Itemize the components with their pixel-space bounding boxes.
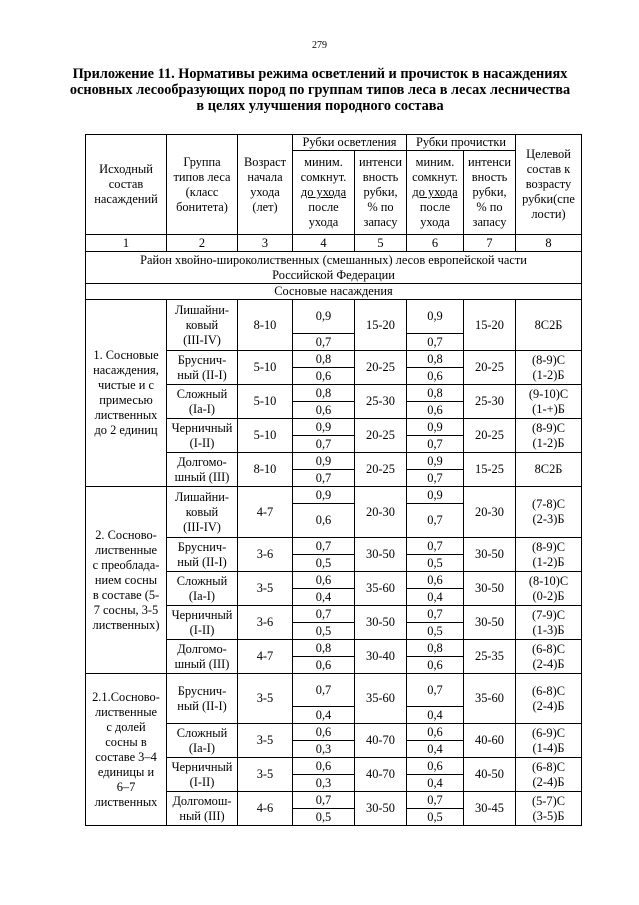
osv-density-after: 0,7 — [293, 470, 355, 487]
forest-type — [167, 453, 238, 487]
group-label-line: нием сосны — [94, 572, 158, 587]
group-label-line: лиственных) — [92, 617, 160, 632]
osv-intensity: 20-25 — [355, 453, 407, 487]
forest-type-line: ковый — [185, 317, 219, 332]
pr-density-after: 0,5 — [407, 809, 464, 826]
pr-intensity: 35-60 — [464, 674, 516, 724]
target-composition-line: (1-2)Б — [532, 554, 565, 569]
header-intensity-line: интенси — [468, 155, 511, 169]
target-composition-line: (2-4)Б — [532, 698, 565, 713]
header-prochistki: Рубки прочистки — [407, 135, 516, 151]
forest-type-line: ный (II-I) — [177, 554, 227, 569]
pr-density-after: 0,4 — [407, 775, 464, 792]
osv-density-before: 0,9 — [293, 453, 355, 470]
pr-density-before: 0,7 — [407, 538, 464, 555]
header-target — [516, 135, 582, 235]
target-composition — [516, 300, 582, 351]
osv-intensity: 40-70 — [355, 724, 407, 758]
pr-intensity: 30-50 — [464, 606, 516, 640]
osv-density-before: 0,7 — [293, 674, 355, 707]
osv-density-before: 0,6 — [293, 758, 355, 775]
group-label-line: сосны в — [105, 734, 147, 749]
start-age: 4-7 — [238, 487, 293, 538]
group-label-line: единицы и — [97, 764, 155, 779]
start-age: 3-5 — [238, 572, 293, 606]
start-age: 4-6 — [238, 792, 293, 826]
forest-type — [167, 640, 238, 674]
osv-density-after: 0,6 — [293, 504, 355, 538]
header-min-density — [407, 151, 464, 235]
header-start-age-line: (лет) — [252, 199, 278, 214]
header-min-density-line: сомкнут. — [300, 170, 347, 184]
forest-type-line: Сложный — [176, 573, 228, 588]
header-intensity-line: % по — [367, 200, 394, 214]
forest-type-line: Черничный — [171, 759, 233, 774]
osv-density-after: 0,7 — [293, 436, 355, 453]
target-composition-line: (7-9)С — [531, 607, 566, 622]
pr-density-after: 0,7 — [407, 436, 464, 453]
header-initial-composition — [86, 135, 167, 235]
pr-density-before: 0,8 — [407, 351, 464, 368]
header-target-line: возрасту — [525, 177, 572, 191]
forest-type — [167, 572, 238, 606]
pr-density-before: 0,7 — [407, 674, 464, 707]
group-label-line: с долей — [106, 719, 146, 734]
osv-intensity: 35-60 — [355, 674, 407, 724]
page-title — [60, 66, 580, 114]
column-number: 6 — [407, 235, 464, 252]
header-min-density — [293, 151, 355, 235]
pr-density-after: 0,7 — [407, 470, 464, 487]
header-intensity-line: запасу — [363, 215, 398, 229]
header-intensity-line: интенси — [359, 155, 402, 169]
region-heading — [86, 252, 582, 284]
forest-type-line: ный (II-I) — [177, 367, 227, 382]
forest-type-line: Лишайни- — [174, 302, 230, 317]
target-composition-line: (1-+)Б — [532, 401, 565, 416]
column-number: 4 — [293, 235, 355, 252]
pr-intensity: 15-25 — [464, 453, 516, 487]
osv-density-after: 0,6 — [293, 368, 355, 385]
header-intensity — [464, 151, 516, 235]
osv-intensity: 30-50 — [355, 792, 407, 826]
osv-density-after: 0,4 — [293, 589, 355, 606]
osv-density-after: 0,5 — [293, 555, 355, 572]
forest-type-line: Бруснич- — [177, 539, 227, 554]
header-min-density-line: ухода — [420, 215, 450, 229]
page-number: 279 — [312, 40, 327, 51]
title-line-3: в целях улучшения породного состава — [196, 98, 444, 114]
region-heading-line: Район хвойно-широколиственных (смешанных) лесов европейской части — [140, 252, 527, 267]
start-age: 5-10 — [238, 385, 293, 419]
target-composition — [516, 487, 582, 538]
osv-density-after: 0,3 — [293, 775, 355, 792]
forest-type — [167, 792, 238, 826]
pr-intensity: 25-30 — [464, 385, 516, 419]
header-min-density-line: миним. — [304, 155, 343, 169]
pr-intensity: 15-20 — [464, 300, 516, 351]
osv-intensity: 40-70 — [355, 758, 407, 792]
forest-type-line: ный (III) — [179, 808, 225, 823]
forest-type-line: Черничный — [171, 420, 233, 435]
group-label-line: составе 3–4 — [95, 749, 157, 764]
forest-type-line: Долгомош- — [172, 793, 232, 808]
target-composition-line: (5-7)С — [531, 793, 566, 808]
pr-density-before: 0,7 — [407, 606, 464, 623]
pr-density-before: 0,8 — [407, 385, 464, 402]
target-composition-line: (8-9)С — [531, 420, 566, 435]
pr-density-before: 0,8 — [407, 640, 464, 657]
group-label-line: 7 сосны, 3-5 — [93, 602, 159, 617]
header-min-density-line: после — [419, 200, 451, 214]
norms-table — [85, 134, 582, 826]
header-target-line: Целевой — [526, 147, 571, 161]
pr-intensity: 20-25 — [464, 419, 516, 453]
header-min-density-line: миним. — [415, 155, 455, 169]
group-label — [86, 487, 167, 674]
osv-intensity: 20-25 — [355, 351, 407, 385]
target-composition-line: (6-8)С — [531, 683, 566, 698]
start-age: 3-5 — [238, 674, 293, 724]
osv-density-before: 0,8 — [293, 640, 355, 657]
column-number: 3 — [238, 235, 293, 252]
pr-density-after: 0,7 — [407, 504, 464, 538]
osv-intensity: 35-60 — [355, 572, 407, 606]
osv-density-before: 0,9 — [293, 419, 355, 436]
start-age: 5-10 — [238, 351, 293, 385]
start-age: 5-10 — [238, 419, 293, 453]
forest-type — [167, 487, 238, 538]
target-composition-line: (8-10)С — [528, 573, 569, 588]
pr-intensity: 20-30 — [464, 487, 516, 538]
target-composition — [516, 640, 582, 674]
header-target-line: лости) — [531, 207, 566, 221]
osv-density-before: 0,9 — [293, 487, 355, 504]
pr-density-before: 0,6 — [407, 758, 464, 775]
pr-density-before: 0,9 — [407, 419, 464, 436]
group-label-line: примесью — [99, 393, 153, 407]
region-heading-line: Российской Федерации — [272, 267, 395, 282]
forest-type — [167, 758, 238, 792]
forest-type-line: Сложный — [176, 386, 228, 401]
osv-intensity: 30-50 — [355, 538, 407, 572]
target-composition — [516, 572, 582, 606]
forest-type-line: Долгомо- — [177, 454, 227, 469]
osv-density-after: 0,5 — [293, 623, 355, 640]
target-composition-line: (1-3)Б — [532, 622, 565, 637]
pr-density-before: 0,7 — [407, 792, 464, 809]
header-intensity-line: вность — [471, 170, 508, 184]
pr-density-before: 0,6 — [407, 572, 464, 589]
group-label-line: лиственные — [94, 542, 158, 557]
forest-type — [167, 385, 238, 419]
start-age: 8-10 — [238, 300, 293, 351]
forest-type-line: (I-II) — [189, 622, 215, 637]
forest-type — [167, 606, 238, 640]
forest-type — [167, 419, 238, 453]
pr-density-before: 0,9 — [407, 453, 464, 470]
forest-type-line: Лишайни- — [174, 489, 230, 504]
group-label-line: лиственные — [94, 704, 158, 719]
target-composition-line: 8С2Б — [534, 462, 563, 476]
header-target-line: рубки(спе — [522, 192, 575, 206]
pr-density-before: 0,6 — [407, 724, 464, 741]
target-composition-line: (1-4)Б — [532, 740, 565, 755]
group-label-line: до 2 единиц — [94, 423, 158, 437]
osv-density-after: 0,4 — [293, 707, 355, 724]
header-min-density-line: до ухода — [300, 185, 347, 199]
target-composition-line: (2-3)Б — [532, 512, 565, 526]
forest-type-line: (Ia-I) — [188, 588, 216, 603]
target-composition-line: 8С2Б — [534, 317, 563, 332]
target-composition-line: (3-5)Б — [532, 808, 565, 823]
header-forest-group — [167, 135, 238, 235]
pr-density-before: 0,9 — [407, 300, 464, 334]
header-target-line: состав к — [526, 162, 571, 176]
osv-density-after: 0,6 — [293, 657, 355, 674]
pr-intensity: 30-45 — [464, 792, 516, 826]
group-label-line: лиственных — [94, 408, 158, 422]
pr-density-after: 0,5 — [407, 623, 464, 640]
target-composition — [516, 674, 582, 724]
osv-density-after: 0,7 — [293, 334, 355, 351]
forest-type-line: (III-IV) — [183, 332, 221, 347]
header-intensity-line: вность — [362, 170, 399, 184]
forest-type-line: шный (III) — [174, 656, 230, 671]
header-min-density-line: до ухода — [412, 185, 458, 199]
group-label-line: лиственных — [94, 794, 158, 809]
pr-intensity: 25-35 — [464, 640, 516, 674]
start-age: 3-6 — [238, 606, 293, 640]
group-label-line: чистые и с — [98, 378, 154, 392]
group-label-line: 2.1.Сосново- — [92, 689, 160, 704]
target-composition — [516, 453, 582, 487]
forest-type-line: (III-IV) — [183, 519, 221, 534]
target-composition — [516, 351, 582, 385]
forest-type-line: Сложный — [176, 725, 228, 740]
column-number: 8 — [516, 235, 582, 252]
column-number: 2 — [167, 235, 238, 252]
header-intensity-line: запасу — [472, 215, 507, 229]
start-age: 8-10 — [238, 453, 293, 487]
group-label — [86, 674, 167, 826]
header-min-density-line: после — [308, 200, 339, 214]
target-composition-line: (8-9)С — [531, 539, 566, 554]
header-forest-group-line: Группа — [183, 154, 221, 169]
header-start-age-line: начала — [247, 169, 283, 184]
start-age: 3-5 — [238, 758, 293, 792]
target-composition-line: (2-4)Б — [532, 656, 565, 671]
header-min-density-line: сомкнут. — [412, 170, 458, 184]
forest-type — [167, 351, 238, 385]
osv-density-before: 0,9 — [293, 300, 355, 334]
osv-intensity: 20-30 — [355, 487, 407, 538]
target-composition — [516, 792, 582, 826]
start-age: 4-7 — [238, 640, 293, 674]
column-number: 1 — [86, 235, 167, 252]
section-heading: Сосновые насаждения — [86, 284, 582, 300]
header-intensity — [355, 151, 407, 235]
osv-density-before: 0,7 — [293, 606, 355, 623]
pr-density-before: 0,9 — [407, 487, 464, 504]
header-min-density-line: ухода — [308, 215, 339, 229]
start-age: 3-6 — [238, 538, 293, 572]
pr-density-after: 0,6 — [407, 368, 464, 385]
osv-intensity: 30-50 — [355, 606, 407, 640]
target-composition — [516, 538, 582, 572]
target-composition-line: (6-9)С — [531, 725, 566, 740]
title-line-2: основных лесообразующих пород по группам типов леса в лесах лесничества — [69, 82, 571, 98]
osv-density-before: 0,6 — [293, 724, 355, 741]
osv-density-before: 0,7 — [293, 538, 355, 555]
group-label-line: 1. Сосновые — [93, 348, 159, 362]
pr-intensity: 20-25 — [464, 351, 516, 385]
forest-type-line: Черничный — [171, 607, 233, 622]
target-composition-line: (1-2)Б — [532, 367, 565, 382]
target-composition-line: (7-8)С — [531, 497, 566, 511]
pr-density-after: 0,7 — [407, 334, 464, 351]
osv-intensity: 15-20 — [355, 300, 407, 351]
header-forest-group-line: типов леса — [173, 169, 231, 184]
forest-type — [167, 300, 238, 351]
pr-density-after: 0,6 — [407, 402, 464, 419]
osv-density-after: 0,5 — [293, 809, 355, 826]
target-composition-line: (0-2)Б — [532, 588, 565, 603]
osv-density-after: 0,3 — [293, 741, 355, 758]
header-intensity-line: % по — [476, 200, 503, 214]
group-label-line: насаждения, — [93, 363, 159, 377]
target-composition-line: (2-4)Б — [532, 774, 565, 789]
osv-density-before: 0,8 — [293, 385, 355, 402]
group-label-line: в составе (5- — [92, 587, 160, 602]
header-start-age-line: ухода — [250, 184, 280, 199]
forest-type-line: (Ia-I) — [188, 401, 216, 416]
group-label-line: 6–7 — [116, 779, 136, 794]
header-initial-composition-line: насаждений — [94, 192, 158, 206]
pr-density-after: 0,6 — [407, 657, 464, 674]
column-number: 7 — [464, 235, 516, 252]
pr-intensity: 30-50 — [464, 538, 516, 572]
header-initial-composition-line: Исходный — [99, 162, 153, 176]
pr-intensity: 40-60 — [464, 724, 516, 758]
forest-type-line: Бруснич- — [177, 352, 227, 367]
pr-density-after: 0,4 — [407, 707, 464, 724]
header-initial-composition-line: состав — [108, 177, 144, 191]
header-osvetleniya: Рубки осветления — [293, 135, 407, 151]
header-start-age-line: Возраст — [244, 154, 286, 169]
pr-intensity: 30-50 — [464, 572, 516, 606]
forest-type-line: Долгомо- — [177, 641, 227, 656]
group-label-line: 2. Сосново- — [95, 527, 157, 542]
forest-type-line: (I-II) — [189, 435, 215, 450]
pr-density-after: 0,5 — [407, 555, 464, 572]
pr-density-after: 0,4 — [407, 589, 464, 606]
osv-density-after: 0,6 — [293, 402, 355, 419]
target-composition — [516, 606, 582, 640]
title-line-1: Приложение 11. Нормативы режима осветлений и прочисток в насаждениях — [72, 66, 568, 82]
forest-type-line: Бруснич- — [177, 683, 227, 698]
target-composition-line: (1-2)Б — [532, 435, 565, 450]
header-forest-group-line: бонитета) — [176, 199, 228, 214]
target-composition-line: (8-9)С — [531, 352, 566, 367]
pr-intensity: 40-50 — [464, 758, 516, 792]
header-intensity-line: рубки, — [472, 185, 507, 199]
target-composition-line: (9-10)С — [528, 386, 569, 401]
header-forest-group-line: (класс — [185, 184, 219, 199]
column-number: 5 — [355, 235, 407, 252]
osv-intensity: 25-30 — [355, 385, 407, 419]
forest-type-line: ный (II-I) — [177, 698, 227, 713]
osv-density-before: 0,8 — [293, 351, 355, 368]
osv-intensity: 30-40 — [355, 640, 407, 674]
target-composition — [516, 724, 582, 758]
osv-density-before: 0,7 — [293, 792, 355, 809]
target-composition-line: (6-8)С — [531, 641, 566, 656]
forest-type — [167, 724, 238, 758]
target-composition — [516, 385, 582, 419]
forest-type-line: ковый — [185, 504, 219, 519]
osv-intensity: 20-25 — [355, 419, 407, 453]
header-start-age — [238, 135, 293, 235]
target-composition-line: (6-8)С — [531, 759, 566, 774]
forest-type — [167, 674, 238, 724]
target-composition — [516, 419, 582, 453]
target-composition — [516, 758, 582, 792]
group-label-line: с преоблада- — [92, 557, 160, 572]
forest-type-line: (I-II) — [189, 774, 215, 789]
forest-type-line: шный (III) — [174, 469, 230, 484]
header-intensity-line: рубки, — [363, 185, 398, 199]
forest-type — [167, 538, 238, 572]
osv-density-before: 0,6 — [293, 572, 355, 589]
start-age: 3-5 — [238, 724, 293, 758]
group-label — [86, 300, 167, 487]
forest-type-line: (Ia-I) — [188, 740, 216, 755]
pr-density-after: 0,4 — [407, 741, 464, 758]
